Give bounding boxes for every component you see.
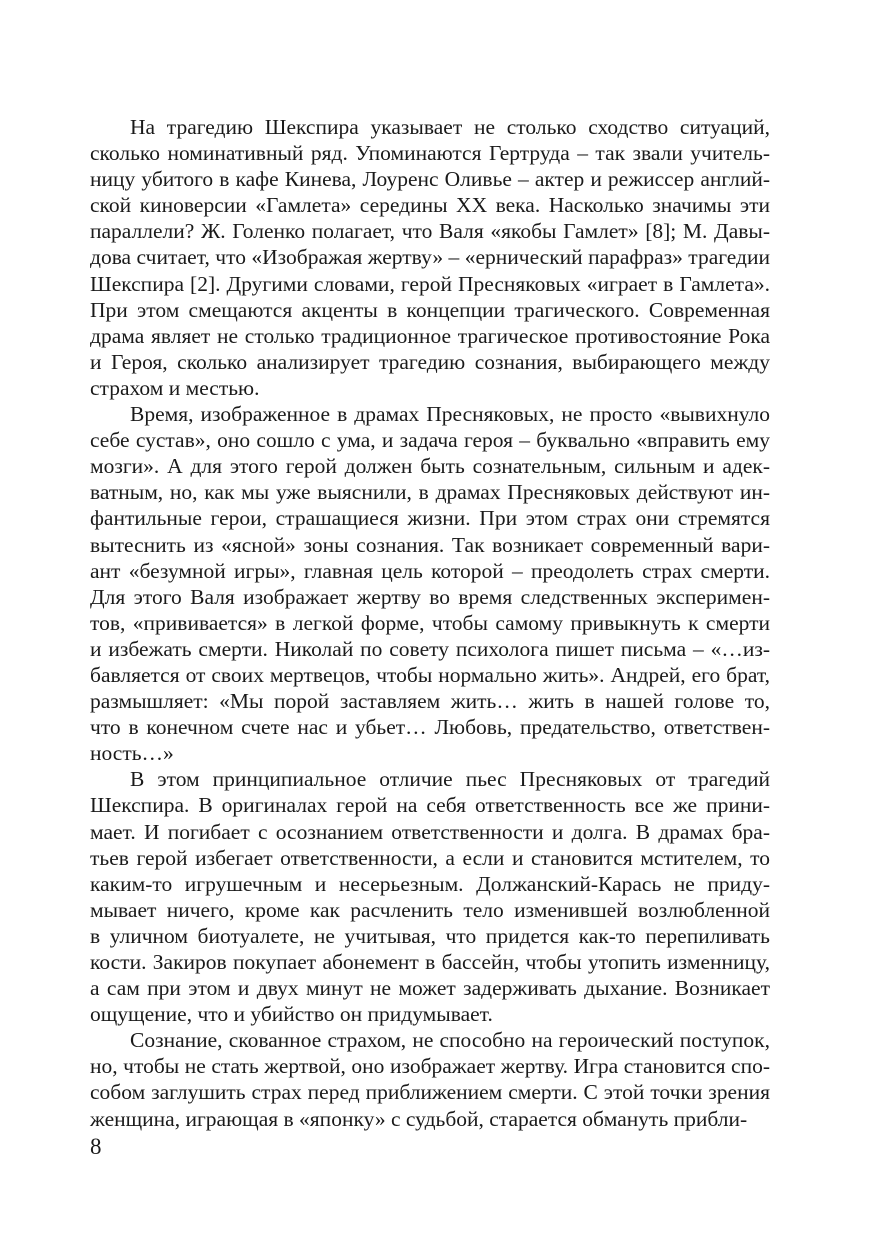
text-line: ницу убитого в кафе Кинева, Лоуренс Оливье – актер и режиссер англий-	[90, 167, 770, 192]
text-line: мает. И погибает с осознанием ответственности и долга. В драмах бра-	[90, 819, 770, 844]
text-line: в уличном биотуалете, не учитывая, что придется как-то перепиливать	[90, 923, 770, 948]
text-line: ватным, но, как мы уже выяснили, в драмах Пресняковых действуют ин-	[90, 480, 770, 505]
text-line: бавляется от своих мертвецов, чтобы нормально жить». Андрей, его брат,	[90, 662, 770, 687]
text-line: собом заглушить страх перед приближением смерти. С этой точки зрения	[90, 1080, 770, 1105]
text-line: При этом смещаются акценты в концепции трагического. Современная	[90, 297, 770, 322]
text-line: фантильные герои, страшащиеся жизни. При этом страх они стремятся	[90, 506, 770, 531]
page-number: 8	[90, 1134, 102, 1159]
text-line: каким-то игрушечным и несерьезным. Должанский-Карась не приду-	[90, 871, 770, 896]
text-line: но, чтобы не стать жертвой, оно изображает жертву. Игра становится спо-	[90, 1054, 770, 1079]
text-line: дова считает, что «Изображая жертву» – «ернический парафраз» трагедии	[90, 245, 770, 270]
paragraph	[90, 1027, 770, 1131]
text-line: женщина, играющая в «японку» с судьбой, старается обмануть прибли-	[90, 1106, 748, 1131]
text-line: мозги». А для этого герой должен быть сознательным, сильным и адек-	[90, 454, 770, 479]
text-line: Сознание, скованное страхом, не способно на героический поступок,	[130, 1028, 770, 1053]
text-line: себе сустав», оно сошло с ума, и задача героя – буквально «вправить ему	[90, 428, 770, 453]
text-line: Время, изображенное в драмах Пресняковых, не просто «вывихнуло	[130, 402, 770, 427]
paragraph	[90, 401, 770, 766]
text-line: мывает ничего, кроме как расчленить тело изменившей возлюбленной	[90, 897, 770, 922]
text-line: сколько номинативный ряд. Упоминаются Гертруда – так звали учитель-	[90, 141, 770, 166]
text-line: Шекспира [2]. Другими словами, герой Пресняковых «играет в Гамлета».	[90, 271, 770, 296]
paragraph	[90, 114, 770, 401]
text-line: тьев герой избегает ответственности, а если и становится мстителем, то	[90, 845, 770, 870]
text-line: а сам при этом и двух минут не может задерживать дыхание. Возникает	[90, 976, 770, 1001]
body-text	[90, 114, 770, 1132]
text-line: страхом и местью.	[90, 375, 260, 400]
text-line: размышляет: «Мы порой заставляем жить… жить в нашей голове то,	[90, 689, 770, 714]
text-line: ской киноверсии «Гамлета» середины XX века. Насколько значимы эти	[90, 193, 770, 218]
text-line: Для этого Валя изображает жертву во время следственных эксперимен-	[90, 584, 770, 609]
text-line: параллели? Ж. Голенко полагает, что Валя «якобы Гамлет» [8]; М. Давы-	[90, 219, 770, 244]
text-line: ант «безумной игры», главная цель которой – преодолеть страх смерти.	[90, 558, 770, 583]
text-line: кости. Закиров покупает абонемент в бассейн, чтобы утопить изменницу,	[90, 950, 770, 974]
paragraph	[90, 766, 770, 1027]
text-line: что в конечном счете нас и убьет… Любовь, предательство, ответствен-	[90, 715, 770, 740]
text-line: Шекспира. В оригиналах герой на себя ответственность все же прини-	[90, 793, 770, 818]
text-line: вытеснить из «ясной» зоны сознания. Так возникает современный вари-	[90, 532, 770, 557]
text-line: ность…»	[90, 741, 174, 766]
text-line: и Героя, сколько анализирует трагедию сознания, выбирающего между	[90, 349, 770, 374]
text-line: В этом принципиальное отличие пьес Пресняковых от трагедий	[130, 767, 770, 792]
text-line: На трагедию Шекспира указывает не столько сходство ситуаций,	[130, 115, 770, 139]
text-line: и избежать смерти. Николай по совету психолога пишет письма – «…из-	[90, 636, 770, 661]
text-line: тов, «прививается» в легкой форме, чтобы самому привыкнуть к смерти	[90, 610, 770, 635]
text-line: ощущение, что и убийство он придумывает.	[90, 1002, 493, 1027]
text-line: драма являет не столько традиционное трагическое противостояние Рока	[90, 323, 770, 348]
